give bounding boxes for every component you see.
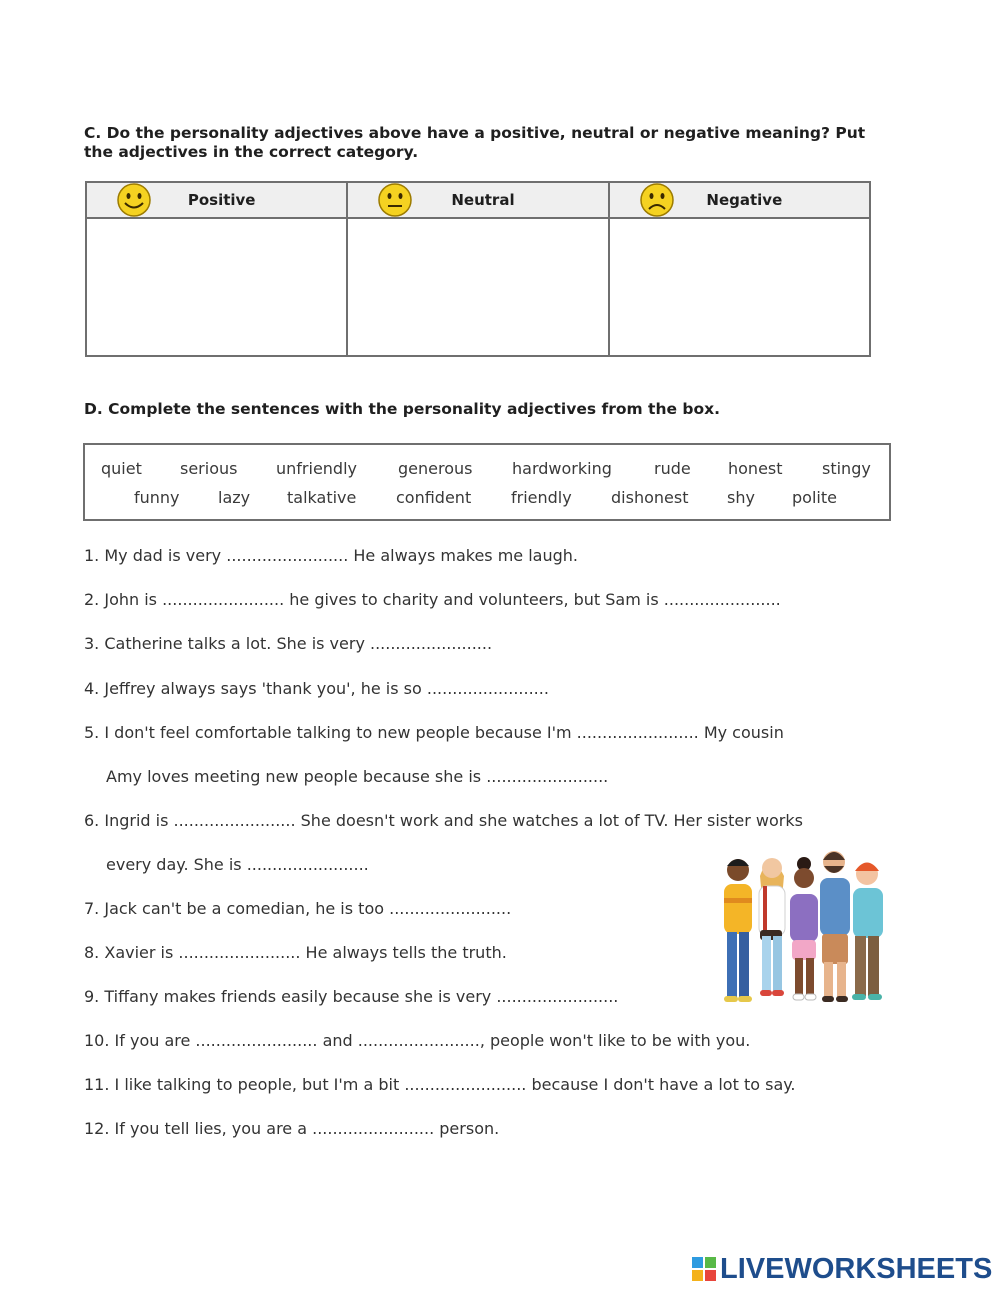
negative-label: Negative <box>706 191 783 209</box>
word-funny[interactable]: funny <box>134 488 180 507</box>
sentence-3[interactable]: 3. Catherine talks a lot. She is very ........................ <box>84 634 493 653</box>
positive-header <box>87 183 346 219</box>
word-honest[interactable]: honest <box>728 459 783 478</box>
word-shy[interactable]: shy <box>727 488 755 507</box>
word-lazy[interactable]: lazy <box>218 488 251 507</box>
positive-label: Positive <box>187 191 256 209</box>
logo-cell-l <box>692 1257 703 1268</box>
logo-cell-e <box>705 1270 716 1281</box>
brand-name: LIVEWORKSHEETS <box>720 1252 993 1285</box>
sentence-8[interactable]: 8. Xavier is ........................ He always tells the truth. <box>84 943 507 962</box>
sentence-7[interactable]: 7. Jack can't be a comedian, he is too ........................ <box>84 899 512 918</box>
sentence-12[interactable]: 12. If you tell lies, you are a ........................ person. <box>84 1119 500 1138</box>
section-d-heading: D. Complete the sentences with the personality adjectives from the box. <box>84 400 721 418</box>
word-dishonest[interactable]: dishonest <box>611 488 689 507</box>
sentence-10[interactable]: 10. If you are ........................ and ........................, people won't like to be with you. <box>84 1031 751 1050</box>
word-quiet[interactable]: quiet <box>101 459 142 478</box>
neutral-drop-area[interactable] <box>348 219 607 355</box>
sentence-5-continued[interactable]: Amy loves meeting new people because she is ........................ <box>106 767 609 786</box>
logo-cell-i <box>705 1257 716 1268</box>
word-box <box>83 443 891 521</box>
neutral-label: Neutral <box>451 191 515 209</box>
sentence-11[interactable]: 11. I like talking to people, but I'm a bit ........................ because I don't have a lot to say. <box>84 1075 796 1094</box>
group-of-people-illustration <box>716 846 891 1012</box>
sentence-5[interactable]: 5. I don't feel comfortable talking to new people because I'm ........................ My cousin <box>84 723 784 742</box>
word-stingy[interactable]: stingy <box>822 459 871 478</box>
category-table <box>85 181 871 357</box>
positive-column <box>87 183 348 355</box>
word-unfriendly[interactable]: unfriendly <box>276 459 357 478</box>
logo-cell-v <box>692 1270 703 1281</box>
person-1 <box>724 859 752 1002</box>
person-3 <box>790 857 818 1000</box>
word-rude[interactable]: rude <box>654 459 691 478</box>
neutral-header <box>348 183 607 219</box>
word-confident[interactable]: confident <box>396 488 472 507</box>
person-5 <box>852 863 883 1001</box>
negative-drop-area[interactable] <box>610 219 869 355</box>
word-box-row-1 <box>85 459 889 481</box>
negative-column <box>610 183 869 355</box>
word-generous[interactable]: generous <box>398 459 473 478</box>
word-box-row-2 <box>85 488 889 510</box>
sentence-4[interactable]: 4. Jeffrey always says 'thank you', he is so ........................ <box>84 679 549 698</box>
word-talkative[interactable]: talkative <box>287 488 357 507</box>
sentence-6-continued[interactable]: every day. She is ........................ <box>106 855 369 874</box>
word-friendly[interactable]: friendly <box>511 488 572 507</box>
person-4 <box>820 851 850 1002</box>
sentence-9[interactable]: 9. Tiffany makes friends easily because she is very ........................ <box>84 987 619 1006</box>
neutral-column <box>348 183 609 355</box>
logo-squares-icon <box>692 1257 716 1281</box>
liveworksheets-logo <box>692 1253 992 1285</box>
sentence-6[interactable]: 6. Ingrid is ........................ She doesn't work and she watches a lot of TV. Her sister works <box>84 811 803 830</box>
section-c-heading: C. Do the personality adjectives above have a positive, neutral or negative meaning? Put the adjectives in the correct category. <box>84 124 866 161</box>
sentence-1[interactable]: 1. My dad is very ........................ He always makes me laugh. <box>84 546 579 565</box>
person-2 <box>759 858 785 996</box>
negative-header <box>610 183 869 219</box>
word-serious[interactable]: serious <box>180 459 238 478</box>
word-hardworking[interactable]: hardworking <box>512 459 612 478</box>
positive-drop-area[interactable] <box>87 219 346 355</box>
sentence-2[interactable]: 2. John is ........................ he gives to charity and volunteers, but Sam is ....................... <box>84 590 781 609</box>
word-polite[interactable]: polite <box>792 488 837 507</box>
